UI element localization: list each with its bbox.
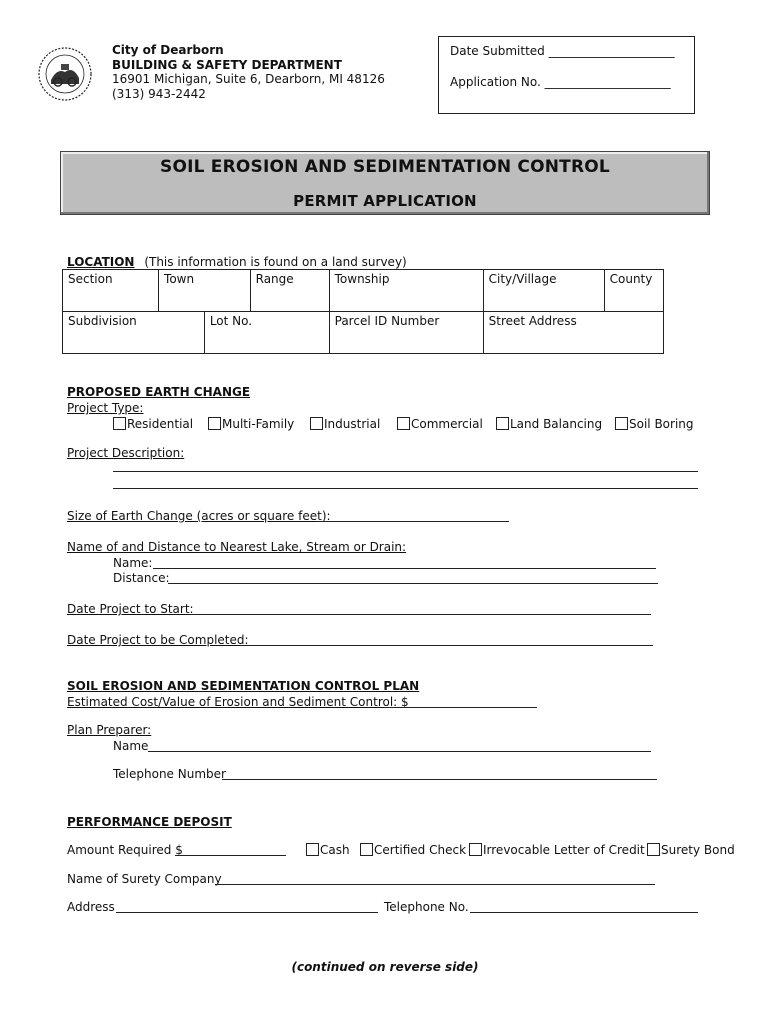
estimated-cost-currency: $: [401, 695, 409, 709]
project-description-line-1[interactable]: [113, 471, 698, 472]
project-type-residential[interactable]: [113, 417, 193, 431]
submission-box: [438, 36, 695, 114]
nearest-water-label: Name of and Distance to Nearest Lake, Stream or Drain:: [67, 540, 407, 554]
date-start-label: Date Project to Start:: [67, 602, 194, 616]
project-type-multi-family[interactable]: [208, 417, 294, 431]
continued-note: (continued on reverse side): [291, 960, 479, 974]
deposit-type-surety-bond[interactable]: [647, 843, 735, 857]
date-submitted-field[interactable]: Date Submitted _____________________: [450, 44, 675, 58]
project-type-commercial[interactable]: [397, 417, 483, 431]
location-note: (This information is found on a land survey): [144, 255, 407, 269]
location-heading: LOCATION: [67, 255, 135, 269]
project-description-line-2[interactable]: [113, 488, 698, 489]
deposit-type-certified-check[interactable]: [360, 843, 466, 857]
preparer-telephone-label: Telephone Number: [113, 767, 226, 781]
form-title-line2: PERMIT APPLICATION: [293, 192, 477, 210]
date-start-field[interactable]: [189, 614, 651, 615]
land-balancing-label: Land Balancing: [510, 417, 603, 431]
letter-of-credit-label: Irrevocable Letter of Credit: [483, 843, 645, 857]
department-address: 16901 Michigan, Suite 6, Dearborn, MI 48126: [112, 72, 385, 86]
project-type-soil-boring[interactable]: [615, 417, 694, 431]
surety-company-field[interactable]: [215, 884, 655, 885]
preparer-telephone-field[interactable]: [222, 779, 657, 780]
multi-family-checkbox[interactable]: [208, 417, 221, 430]
project-type-label: Project Type:: [67, 401, 144, 415]
amount-required-field[interactable]: [175, 855, 286, 856]
certified-check-label: Certified Check: [374, 843, 467, 857]
multi-family-label: Multi-Family: [222, 417, 295, 431]
parcel-id-cell[interactable]: Parcel ID Number: [329, 312, 483, 354]
performance-deposit-heading: PERFORMANCE DEPOSIT: [67, 815, 232, 829]
cash-label: Cash: [320, 843, 350, 857]
city-village-cell[interactable]: City/Village: [483, 270, 604, 312]
letter-of-credit-checkbox[interactable]: [469, 843, 482, 856]
water-distance-field[interactable]: [168, 583, 658, 584]
preparer-name-label: Name: [113, 739, 149, 753]
township-cell[interactable]: Township: [329, 270, 483, 312]
county-cell[interactable]: County: [604, 270, 663, 312]
plan-preparer-label: Plan Preparer:: [67, 723, 152, 737]
commercial-checkbox[interactable]: [397, 417, 410, 430]
surety-telephone-label: Telephone No.: [384, 900, 469, 914]
section-cell[interactable]: Section: [63, 270, 159, 312]
city-seal-logo: [37, 46, 93, 102]
project-type-industrial[interactable]: [310, 417, 380, 431]
earth-change-heading: PROPOSED EARTH CHANGE: [67, 385, 251, 399]
surety-company-label: Name of Surety Company: [67, 872, 222, 886]
lot-no-cell[interactable]: Lot No.: [204, 312, 329, 354]
department-address-block: [112, 43, 385, 101]
range-cell[interactable]: Range: [250, 270, 329, 312]
location-table: [62, 269, 664, 354]
town-cell[interactable]: Town: [159, 270, 251, 312]
project-type-land-balancing[interactable]: [496, 417, 602, 431]
deposit-type-letter-of-credit[interactable]: [469, 843, 645, 857]
water-name-field[interactable]: [153, 568, 656, 569]
residential-label: Residential: [127, 417, 194, 431]
industrial-label: Industrial: [324, 417, 381, 431]
subdivision-cell[interactable]: Subdivision: [63, 312, 205, 354]
estimated-cost-label: Estimated Cost/Value of Erosion and Sediment Control:: [67, 695, 398, 709]
surety-bond-label: Surety Bond: [661, 843, 735, 857]
department-phone: (313) 943-2442: [112, 86, 206, 101]
estimated-cost-row: [67, 695, 409, 709]
surety-address-label: Address: [67, 900, 115, 914]
water-distance-label: Distance:: [113, 571, 170, 585]
surety-bond-checkbox[interactable]: [647, 843, 660, 856]
form-title-line1: SOIL EROSION AND SEDIMENTATION CONTROL: [160, 157, 610, 177]
control-plan-heading: SOIL EROSION AND SEDIMENTATION CONTROL PLAN: [67, 679, 420, 693]
amount-required-label: Amount Required $: [67, 843, 183, 857]
surety-address-field[interactable]: [116, 912, 378, 913]
department-name: BUILDING & SAFETY DEPARTMENT: [112, 57, 342, 72]
land-balancing-checkbox[interactable]: [496, 417, 509, 430]
deposit-type-cash[interactable]: [306, 843, 350, 857]
date-complete-label: Date Project to be Completed:: [67, 633, 249, 647]
water-name-label: Name:: [113, 556, 153, 570]
size-earth-change-label: Size of Earth Change (acres or square feet):: [67, 509, 331, 523]
form-title-banner: [60, 151, 710, 215]
soil-boring-label: Soil Boring: [629, 417, 694, 431]
size-earth-change-field[interactable]: [317, 521, 509, 522]
surety-telephone-field[interactable]: [470, 912, 698, 913]
preparer-name-field[interactable]: [148, 751, 651, 752]
residential-checkbox[interactable]: [113, 417, 126, 430]
soil-boring-checkbox[interactable]: [615, 417, 628, 430]
application-no-field[interactable]: Application No. _____________________: [450, 75, 671, 89]
industrial-checkbox[interactable]: [310, 417, 323, 430]
location-heading-row: [67, 255, 407, 269]
date-complete-field[interactable]: [241, 645, 653, 646]
cash-checkbox[interactable]: [306, 843, 319, 856]
org-name: City of Dearborn: [112, 43, 224, 57]
project-description-label: Project Description:: [67, 446, 185, 460]
street-address-cell[interactable]: Street Address: [483, 312, 663, 354]
certified-check-checkbox[interactable]: [360, 843, 373, 856]
estimated-cost-field[interactable]: [384, 707, 537, 708]
commercial-label: Commercial: [411, 417, 483, 431]
